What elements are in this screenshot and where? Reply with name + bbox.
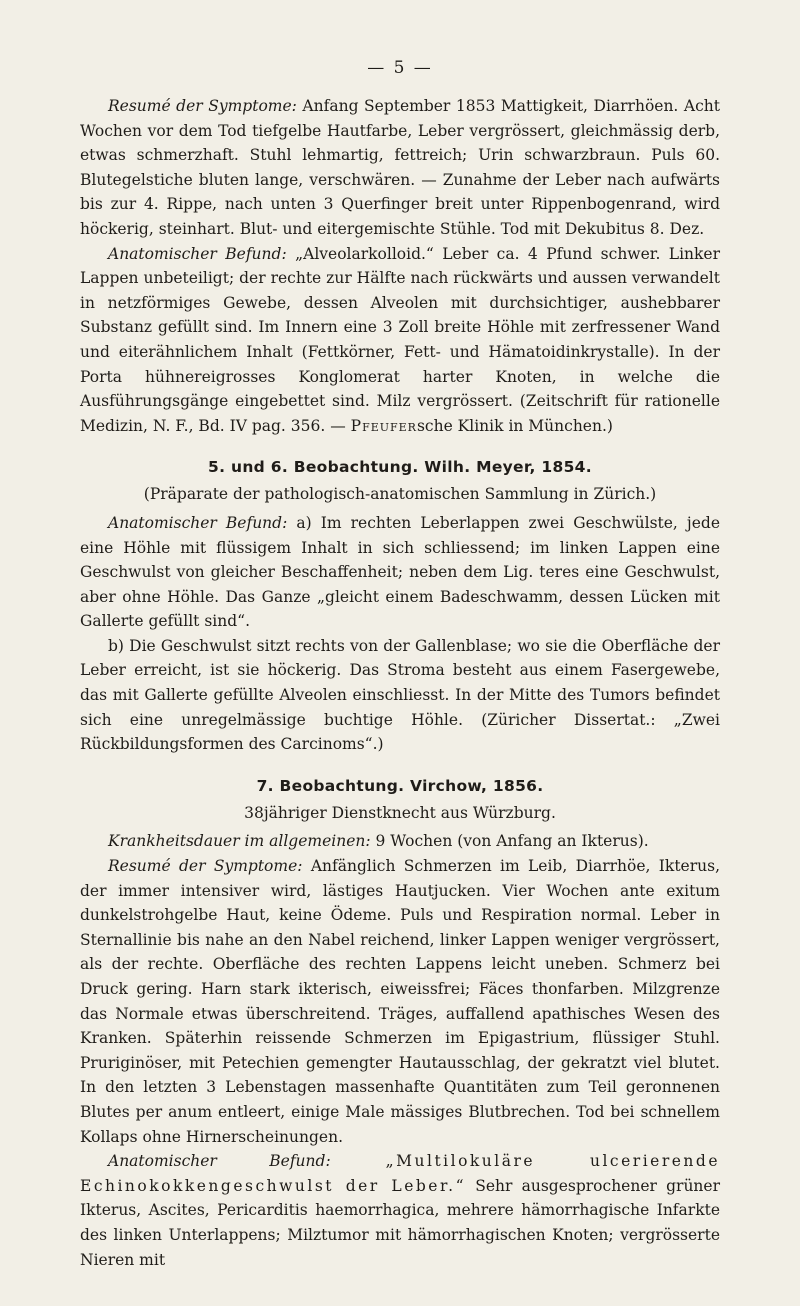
paragraph-finding-a [80, 511, 720, 634]
text-duration: 9 Wochen (von Anfang an Ikterus). [370, 832, 649, 851]
label-symptoms-2: Resumé der Symptome: [108, 857, 303, 876]
text-symptoms: Anfang September 1853 Mattigkeit, Diarrhöen. Acht Wochen vor dem Tod tiefgelbe Hautfarbe, Leber vergrössert, gleichmässig derb, etwas schmerzhaft. Stuhl lehmartig, fettreich; Urin schwarzbraun. Puls 60. Blutegelstiche bluten lange, verschwären. — Zunahme der Leber nach aufwärts bis zur 4. Rippe, nach unten 3 Querfinger breit unter Rippenbogenrand, wird höckerig, steinhart. Blut- und eitergemischte Stühle. Tod mit Dekubitus 8. Dez. [80, 97, 720, 238]
label-anatomical-finding: Anatomischer Befund: [108, 244, 287, 263]
paragraph-duration [80, 829, 720, 854]
subtitle-observation-5-6: (Präparate der pathologisch-anatomischen Sammlung in Zürich.) [143, 485, 657, 504]
section-meyer-observation-end [80, 94, 720, 438]
paragraph-finding-b: b) Die Geschwulst sitzt rechts von der Gallenblase; wo sie die Oberfläche der Leber erreicht, ist sie höckerig. Das Stroma besteht aus einem Fasergewebe, das mit Gallerte gefüllte Alveolen einschliesst. In der Mitte des Tumors befindet sich eine unregelmässige buchtige Höhle. (Züricher Dissertat.: „Zwei Rückbildungsformen des Carcinoms“.) [80, 636, 720, 754]
text-anatomical-finding: „Alveolarkolloid.“ Leber ca. 4 Pfund schwer. Linker Lappen unbeteiligt; der rechte zur Hälfte nach rückwärts und aussen verwandelt in netzförmiges Gewebe, dessen Alveolen mit durchsichtiger, aushebbarer Substanz gefüllt sind. Im Innern eine 3 Zoll breite Höhle mit zerfressener Wand und eiterähnlichem Inhalt (Fettkörner, Fett- und Hämatoidinkrystalle). In der Porta hühnereigrosses Konglomerat harter Knoten, in welche die Ausführungsgänge eingebettet sind. Milz vergrössert. (Zeitschrift für rationelle Medizin, N. F., Bd. IV pag. 356. — [80, 244, 721, 435]
text-anatomical-finding-end: sche Klinik in München.) [416, 416, 613, 435]
label-duration: Krankheitsdauer im allgemeinen: [108, 832, 371, 851]
name-pfeufer: Pfeufer [350, 416, 417, 435]
label-anatomical-finding-3: Anatomischer Befund: [108, 1152, 331, 1171]
paragraph-symptoms-summary-2 [80, 854, 720, 1149]
text-symptoms-2: Anfänglich Schmerzen im Leib, Diarrhöe, Ikterus, der immer intensiver wird, lästiges Hautjucken. Vier Wochen ante exitum dunkelstrohgelbe Haut, keine Ödeme. Puls und Respiration normal. Leber in Sternallinie bis nahe an den Nabel reichend, linker Lappen weniger vergrössert, als der rechte. Oberfläche des rechten Lappens leicht uneben. Schmerz bei Druck gering. Harn stark ikterisch, eiweissfrei; Fäces thonfarben. Milzgrenze das Normale etwas überschreitend. Träges, auffallend apathisches Wesen des Kranken. Späterhin reissende Schmerzen im Epigastrium, flüssiger Stuhl. Pruriginöser, mit Petechien gemengter Hautausschlag, der gekratzt viel blutet. In den letzten 3 Lebenstagen massenhafte Quantitäten zum Teil geronnenen Blutes per anum entleert, einige Male mässiges Blutbrechen. Tod bei schnellem Kollaps ohne Hirnerscheinungen. [80, 857, 720, 1146]
label-symptoms: Resumé der Symptome: [108, 97, 297, 115]
paragraph-symptoms-summary [80, 94, 720, 242]
paragraph-anatomical-finding-3 [80, 1149, 720, 1272]
label-anatomical-finding-2: Anatomischer Befund: [108, 513, 288, 532]
subtitle-observation-7: 38jähriger Dienstknecht aus Würzburg. [244, 803, 556, 822]
heading-observation-7: 7. Beobachtung. Virchow, 1856. [256, 776, 544, 795]
paragraph-anatomical-finding [80, 242, 720, 439]
text-anatomical-finding-3: Sehr ausgesprochener grüner Ikterus, Ascites, Pericarditis haemorrhagica, mehrere hämorrhagische Infarkte des linken Unterlappens; Milztumor mit hämorrhagischen Knoten; vergrösserte Nieren mit [80, 1176, 720, 1269]
text-finding-a: a) Im rechten Leberlappen zwei Geschwülste, jede eine Höhle mit flüssigem Inhalt in sich schliessend; im linken Lappen eine Geschwulst von gleicher Beschaffenheit; neben dem Lig. teres eine Geschwulst, aber ohne Höhle. Das Ganze „gleicht einem Badeschwamm, dessen Lücken mit Gallerte gefüllt sind“. [80, 513, 720, 631]
page-number: — 5 — [367, 58, 433, 78]
diagnosis-quote: „Multilokuläre ulcerierende Echinokokkengeschwulst der Leber.“ [80, 1152, 720, 1195]
heading-observation-5-6: 5. und 6. Beobachtung. Wilh. Meyer, 1854. [208, 458, 592, 477]
